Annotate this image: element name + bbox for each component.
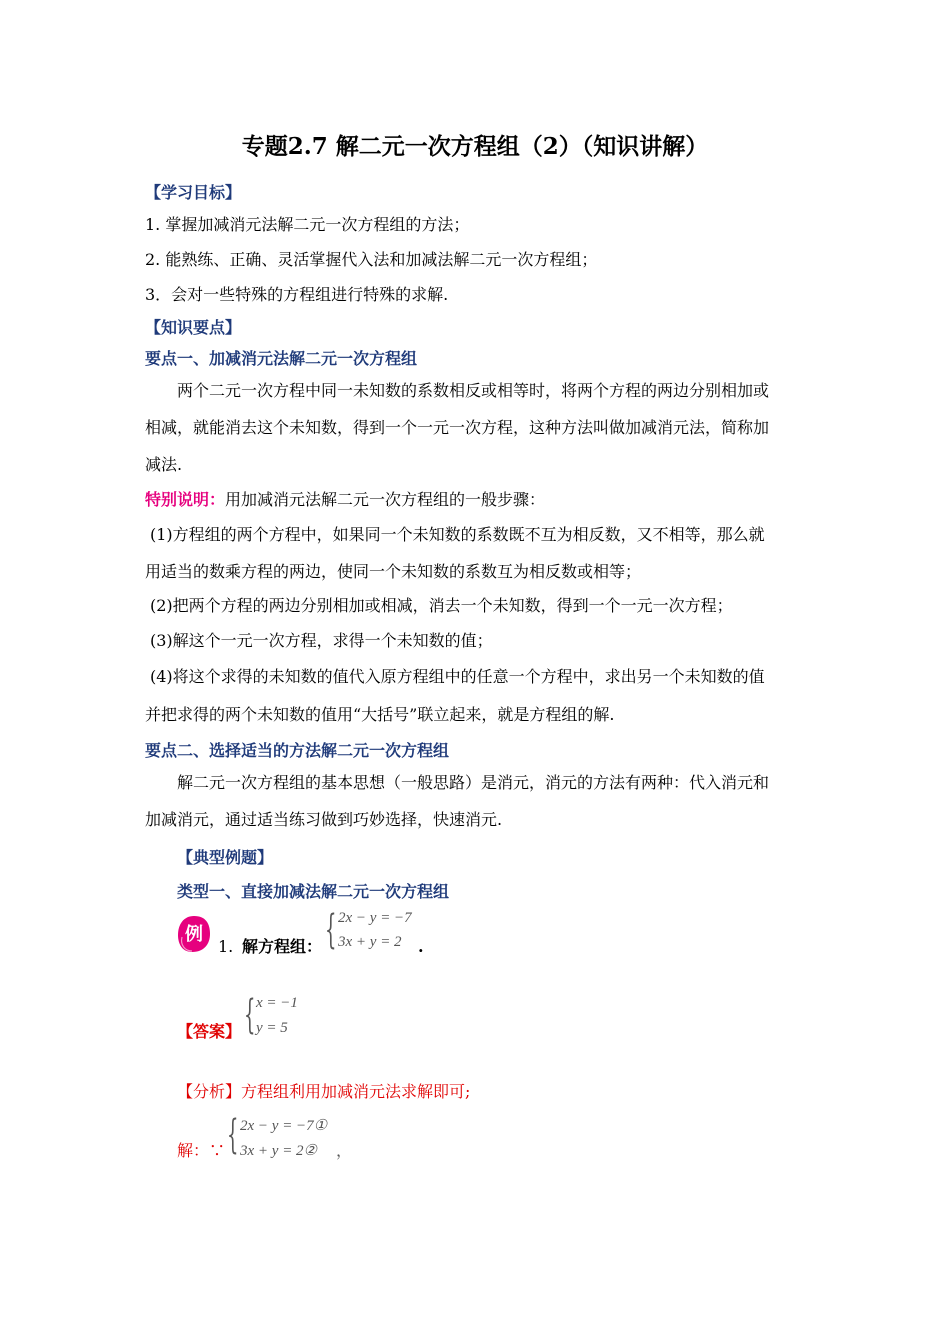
step-line: 并把求得的两个未知数的值用“大括号”联立起来，就是方程组的解.: [145, 705, 615, 724]
question-number: 1.: [218, 937, 234, 956]
question-end: .: [418, 937, 424, 956]
step-line: (2)把两个方程的两边分别相加或相减，消去一个未知数，得到一个一元一次方程；: [150, 596, 733, 615]
solution-label: 解：∵: [177, 1141, 226, 1160]
type1-title: 类型一、直接加减法解二元一次方程组: [177, 882, 450, 901]
answer-brace: {: [244, 992, 256, 1038]
step-line: (3)解这个一元一次方程，求得一个未知数的值；: [150, 631, 493, 650]
special-label: 特别说明：: [145, 490, 226, 509]
question-eq2: 3x + y = 2: [338, 934, 402, 950]
examples-heading: 【典型例题】: [177, 848, 274, 867]
example-badge-icon: [177, 915, 211, 953]
badge-char: 例: [185, 924, 203, 945]
step-line: (4)将这个求得的未知数的值代入原方程组中的任意一个方程中，求出另一个未知数的值: [150, 667, 765, 686]
point1-line: 两个二元一次方程中同一未知数的系数相反或相等时，将两个方程的两边分别相加或: [177, 381, 770, 400]
answer-label: 【答案】: [177, 1022, 242, 1041]
point2-title: 要点二、选择适当的方法解二元一次方程组: [145, 741, 450, 760]
solution-eq1: 2x − y = −7①: [240, 1118, 328, 1134]
step-line: 用适当的数乘方程的两边，使同一个未知数的系数互为相反数或相等；: [145, 562, 642, 581]
goal-item: 1. 掌握加减消元法解二元一次方程组的方法；: [145, 215, 470, 234]
goal-item: 3．会对一些特殊的方程组进行特殊的求解.: [145, 285, 449, 304]
answer-eq1: x = −1: [256, 995, 298, 1011]
analysis-text: 方程组利用加减消元法求解即可;: [241, 1082, 471, 1101]
solution-eq2: 3x + y = 2②: [240, 1143, 318, 1159]
answer-eq2: y = 5: [256, 1020, 288, 1036]
point1-title: 要点一、加减消元法解二元一次方程组: [145, 349, 418, 368]
question-eq1: 2x − y = −7: [338, 910, 412, 926]
question-brace: {: [325, 907, 337, 953]
analysis-label: 【分析】: [177, 1082, 242, 1101]
special-note: [145, 490, 545, 510]
special-text: 用加减消元法解二元一次方程组的一般步骤：: [225, 490, 546, 509]
solution-brace: {: [227, 1112, 239, 1158]
point2-line: 加减消元，通过适当练习做到巧妙选择，快速消元.: [145, 810, 503, 829]
question-text: 解方程组：: [242, 937, 323, 956]
point1-line: 相减，就能消去这个未知数，得到一个一元一次方程，这种方法叫做加减消元法，简称加: [145, 418, 770, 437]
analysis-line: [177, 1082, 470, 1102]
point2-line: 解二元一次方程组的基本思想（一般思路）是消元，消元的方法有两种：代入消元和: [177, 773, 770, 792]
point1-line: 减法.: [145, 455, 183, 474]
goals-heading: 【学习目标】: [145, 183, 242, 202]
page-title: 专题2.7 解二元一次方程组（2）（知识讲解）: [241, 133, 709, 160]
step-line: (1)方程组的两个方程中，如果同一个未知数的系数既不互为相反数，又不相等，那么就: [150, 525, 765, 544]
knowledge-heading: 【知识要点】: [145, 318, 242, 337]
solution-end: ，: [336, 1141, 353, 1160]
goal-item: 2. 能熟练、正确、灵活掌握代入法和加减法解二元一次方程组；: [145, 250, 598, 269]
